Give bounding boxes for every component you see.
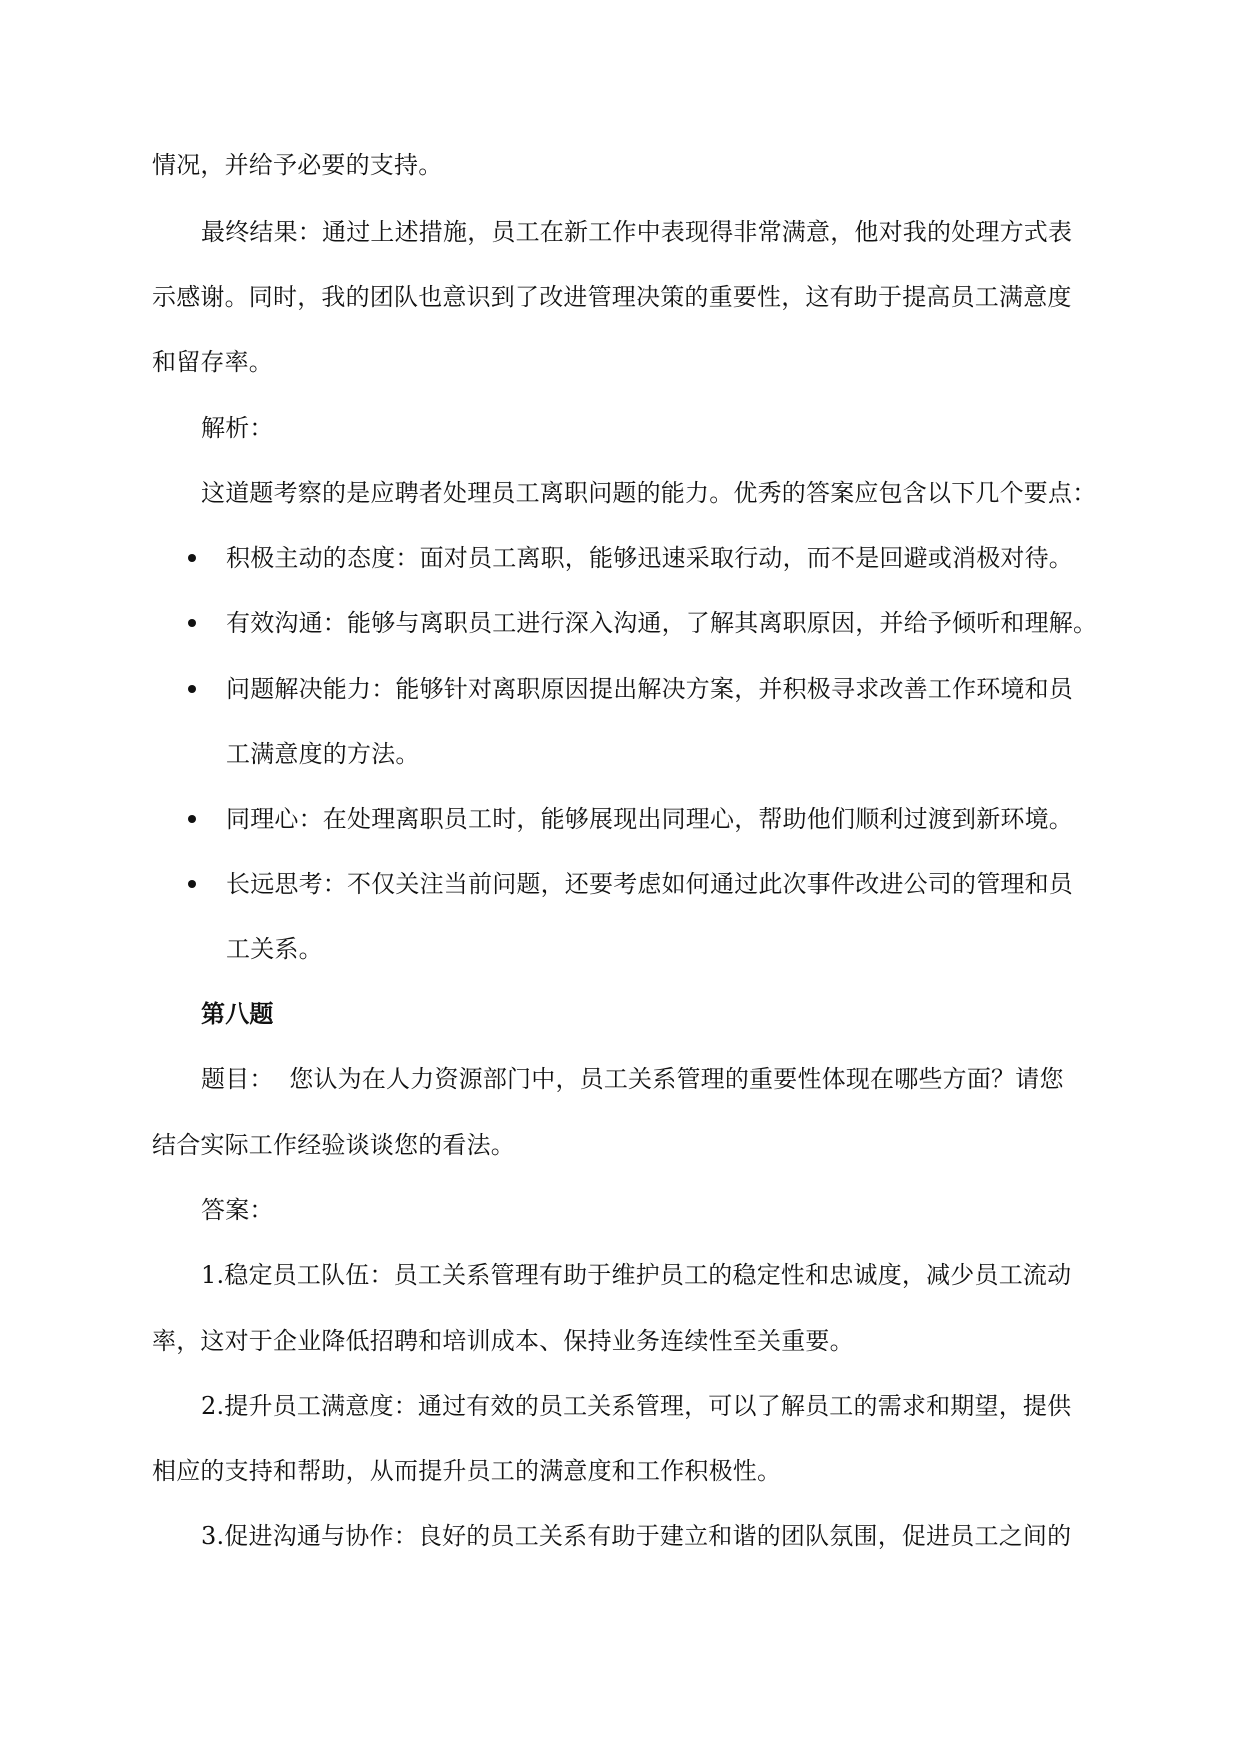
- bullet-item: 问题解决能力：能够针对离职原因提出解决方案，并积极寻求改善工作环境和员: [226, 675, 1073, 703]
- answer-line: 1.稳定员工队伍：员工关系管理有助于维护员工的稳定性和忠诚度，减少员工流动: [201, 1261, 1072, 1289]
- bullet-dot: [188, 554, 196, 562]
- answer-line: 率，这对于企业降低招聘和培训成本、保持业务连续性至关重要。: [152, 1327, 854, 1355]
- bullet-item-continuation: 工满意度的方法。: [226, 740, 420, 768]
- answer-line: 相应的支持和帮助，从而提升员工的满意度和工作积极性。: [152, 1457, 782, 1485]
- analysis-label: 解析：: [201, 414, 274, 442]
- analysis-intro: 这道题考察的是应聘者处理员工离职问题的能力。优秀的答案应包含以下几个要点：: [201, 479, 1097, 507]
- bullet-item-continuation: 工关系。: [226, 935, 323, 963]
- section-heading: 第八题: [201, 999, 274, 1028]
- paragraph-line: 最终结果：通过上述措施，员工在新工作中表现得非常满意，他对我的处理方式表: [201, 218, 1073, 246]
- bullet-dot: [188, 619, 196, 627]
- bullet-dot: [188, 685, 196, 693]
- bullet-item: 积极主动的态度：面对员工离职，能够迅速采取行动，而不是回避或消极对待。: [226, 544, 1073, 572]
- answer-line: 2.提升员工满意度：通过有效的员工关系管理，可以了解员工的需求和期望，提供: [201, 1392, 1072, 1420]
- answer-line: 3.促进沟通与协作：良好的员工关系有助于建立和谐的团队氛围，促进员工之间的: [201, 1522, 1072, 1550]
- bullet-dot: [188, 815, 196, 823]
- bullet-item: 有效沟通：能够与离职员工进行深入沟通，了解其离职原因，并给予倾听和理解。: [226, 609, 1098, 637]
- paragraph-line: 和留存率。: [152, 348, 273, 376]
- question-line: 题目： 您认为在人力资源部门中，员工关系管理的重要性体现在哪些方面？请您: [201, 1065, 1064, 1093]
- answer-label: 答案：: [201, 1196, 274, 1224]
- bullet-item: 长远思考：不仅关注当前问题，还要考虑如何通过此次事件改进公司的管理和员: [226, 870, 1073, 898]
- paragraph-line: 情况，并给予必要的支持。: [152, 151, 443, 179]
- bullet-item: 同理心：在处理离职员工时，能够展现出同理心，帮助他们顺利过渡到新环境。: [226, 805, 1073, 833]
- bullet-dot: [188, 880, 196, 888]
- paragraph-line: 示感谢。同时，我的团队也意识到了改进管理决策的重要性，这有助于提高员工满意度: [152, 283, 1072, 311]
- question-line: 结合实际工作经验谈谈您的看法。: [152, 1131, 515, 1159]
